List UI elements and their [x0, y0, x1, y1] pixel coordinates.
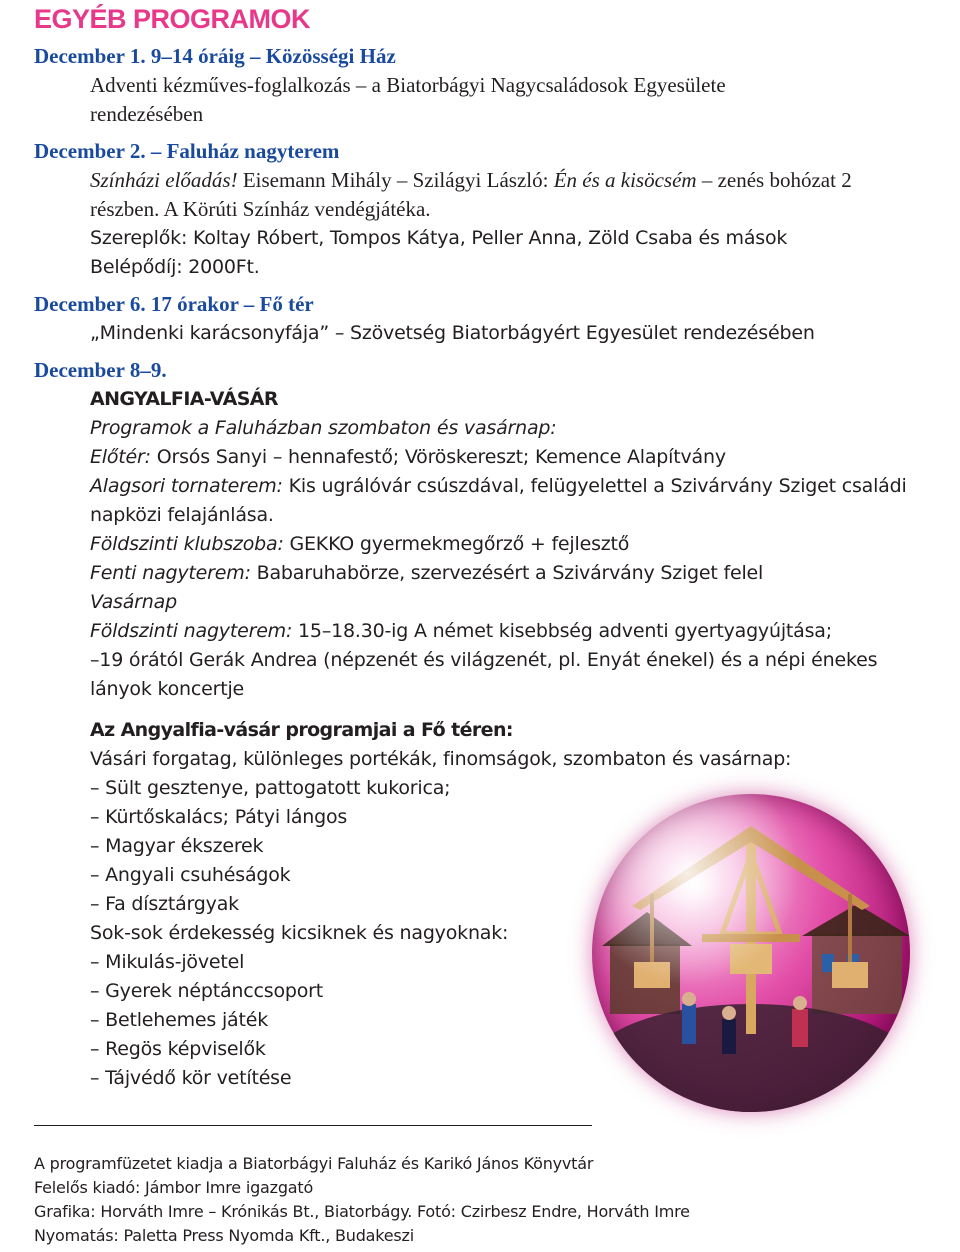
- authors: Eisemann Mihály – Szilágyi László:: [237, 168, 554, 192]
- event-december-2: [34, 137, 934, 282]
- event-description: [90, 166, 934, 195]
- list-item: – Magyar ékszerek: [90, 835, 264, 857]
- carousel-illustration: [592, 794, 910, 1112]
- list-item: – Mikulás-jövetel: [90, 951, 245, 973]
- location-label: Fenti nagyterem:: [90, 562, 251, 584]
- event-description: részben. A Körúti Színház vendégjátéka.: [90, 197, 431, 221]
- event-date: December 2. – Faluház nagyterem: [34, 139, 340, 163]
- colophon: [34, 1152, 690, 1248]
- list-item: – Fa dísztárgyak: [90, 893, 239, 915]
- list-item: – Betlehemes játék: [90, 1009, 269, 1031]
- program-fenti: [90, 559, 934, 588]
- show-type: Színházi előadás!: [90, 168, 238, 192]
- location-label: Földszinti klubszoba:: [90, 533, 284, 555]
- location-label: Előtér:: [90, 446, 151, 468]
- main-square-heading: Az Angyalfia-vásár programjai a Fő téren:: [90, 719, 513, 741]
- location-label: Földszinti nagyterem:: [90, 620, 293, 642]
- program-foldszint: [90, 617, 934, 646]
- publisher-line: A programfüzetet kiadja a Biatorbágyi Faluház és Karikó János Könyvtár: [34, 1154, 594, 1173]
- event-december-6: [34, 290, 934, 348]
- list-item: – Sült gesztenye, pattogatott kukorica;: [90, 777, 451, 799]
- program-alagsor-cont: napközi felajánlása.: [90, 504, 274, 526]
- list-item: – Gyerek néptánccsoport: [90, 980, 324, 1002]
- program-text: Orsós Sanyi – hennafestő; Vöröskereszt; Kemence Alapítvány: [150, 446, 726, 468]
- show-title: Én és a kisöcsém: [553, 168, 697, 192]
- program-text: 15–18.30-ig A német kisebbség adventi gyertyagyújtása;: [292, 620, 832, 642]
- event-description: rendezésében: [90, 102, 204, 126]
- show-genre: – zenés bohózat 2: [696, 168, 852, 192]
- program-alagsor: [90, 472, 934, 501]
- cast-list: Szereplők: Koltay Róbert, Tompos Kátya, Peller Anna, Zöld Csaba és mások: [90, 227, 788, 249]
- list-item: – Angyali csuhéságok: [90, 864, 291, 886]
- responsible-publisher-line: Felelős kiadó: Jámbor Imre igazgató: [34, 1178, 314, 1197]
- list-item: – Tájvédő kör vetítése: [90, 1067, 292, 1089]
- list-item: – Regös képviselők: [90, 1038, 266, 1060]
- programs-intro: Programok a Faluházban szombaton és vasárnap:: [90, 417, 557, 439]
- program-text: Babaruhabörze, szervezésért a Szivárvány Sziget felel: [250, 562, 764, 584]
- sunday-label: Vasárnap: [90, 591, 177, 613]
- fair-intro: Vásári forgatag, különleges portékák, finomságok, szombaton és vasárnap:: [90, 748, 792, 770]
- credits-line: Grafika: Horváth Imre – Krónikás Bt., Biatorbágy. Fotó: Czirbesz Endre, Horváth Imre: [34, 1202, 690, 1221]
- event-date: December 8–9.: [34, 358, 167, 382]
- event-date: December 6. 17 órakor – Fő tér: [34, 292, 314, 316]
- event-description: „Mindenki karácsonyfája” – Szövetség Biatorbágyért Egyesület rendezésében: [90, 322, 815, 344]
- event-date: December 1. 9–14 óráig – Közösségi Ház: [34, 44, 396, 68]
- fair-heading: ANGYALFIA-VÁSÁR: [90, 388, 278, 410]
- ticket-price: Belépődíj: 2000Ft.: [90, 256, 260, 278]
- kids-intro: Sok-sok érdekesség kicsiknek és nagyoknak:: [90, 922, 509, 944]
- program-text: Kis ugrálóvár csúszdával, felügyelettel a Szivárvány Sziget családi: [282, 475, 907, 497]
- concert-line: –19 órától Gerák Andrea (népzenét és világzenét, pl. Enyát énekel) és a népi énekes: [90, 649, 878, 671]
- event-description: Adventi kézműves-foglalkozás – a Biatorbágyi Nagycsaládosok Egyesülete: [90, 73, 726, 97]
- carousel-photo-globe: [592, 794, 910, 1112]
- location-label: Alagsori tornaterem:: [90, 475, 283, 497]
- program-eloter: [90, 443, 934, 472]
- footer-divider: [34, 1125, 592, 1126]
- event-december-1: [34, 42, 934, 129]
- program-text: GEKKO gyermekmegőrző + fejlesztő: [283, 533, 630, 555]
- list-item: – Kürtőskalács; Pátyi lángos: [90, 806, 348, 828]
- program-klubszoba: [90, 530, 934, 559]
- page-title: EGYÉB PROGRAMOK: [34, 4, 311, 34]
- printing-line: Nyomatás: Paletta Press Nyomda Kft., Budakeszi: [34, 1226, 414, 1245]
- concert-line: lányok koncertje: [90, 678, 245, 700]
